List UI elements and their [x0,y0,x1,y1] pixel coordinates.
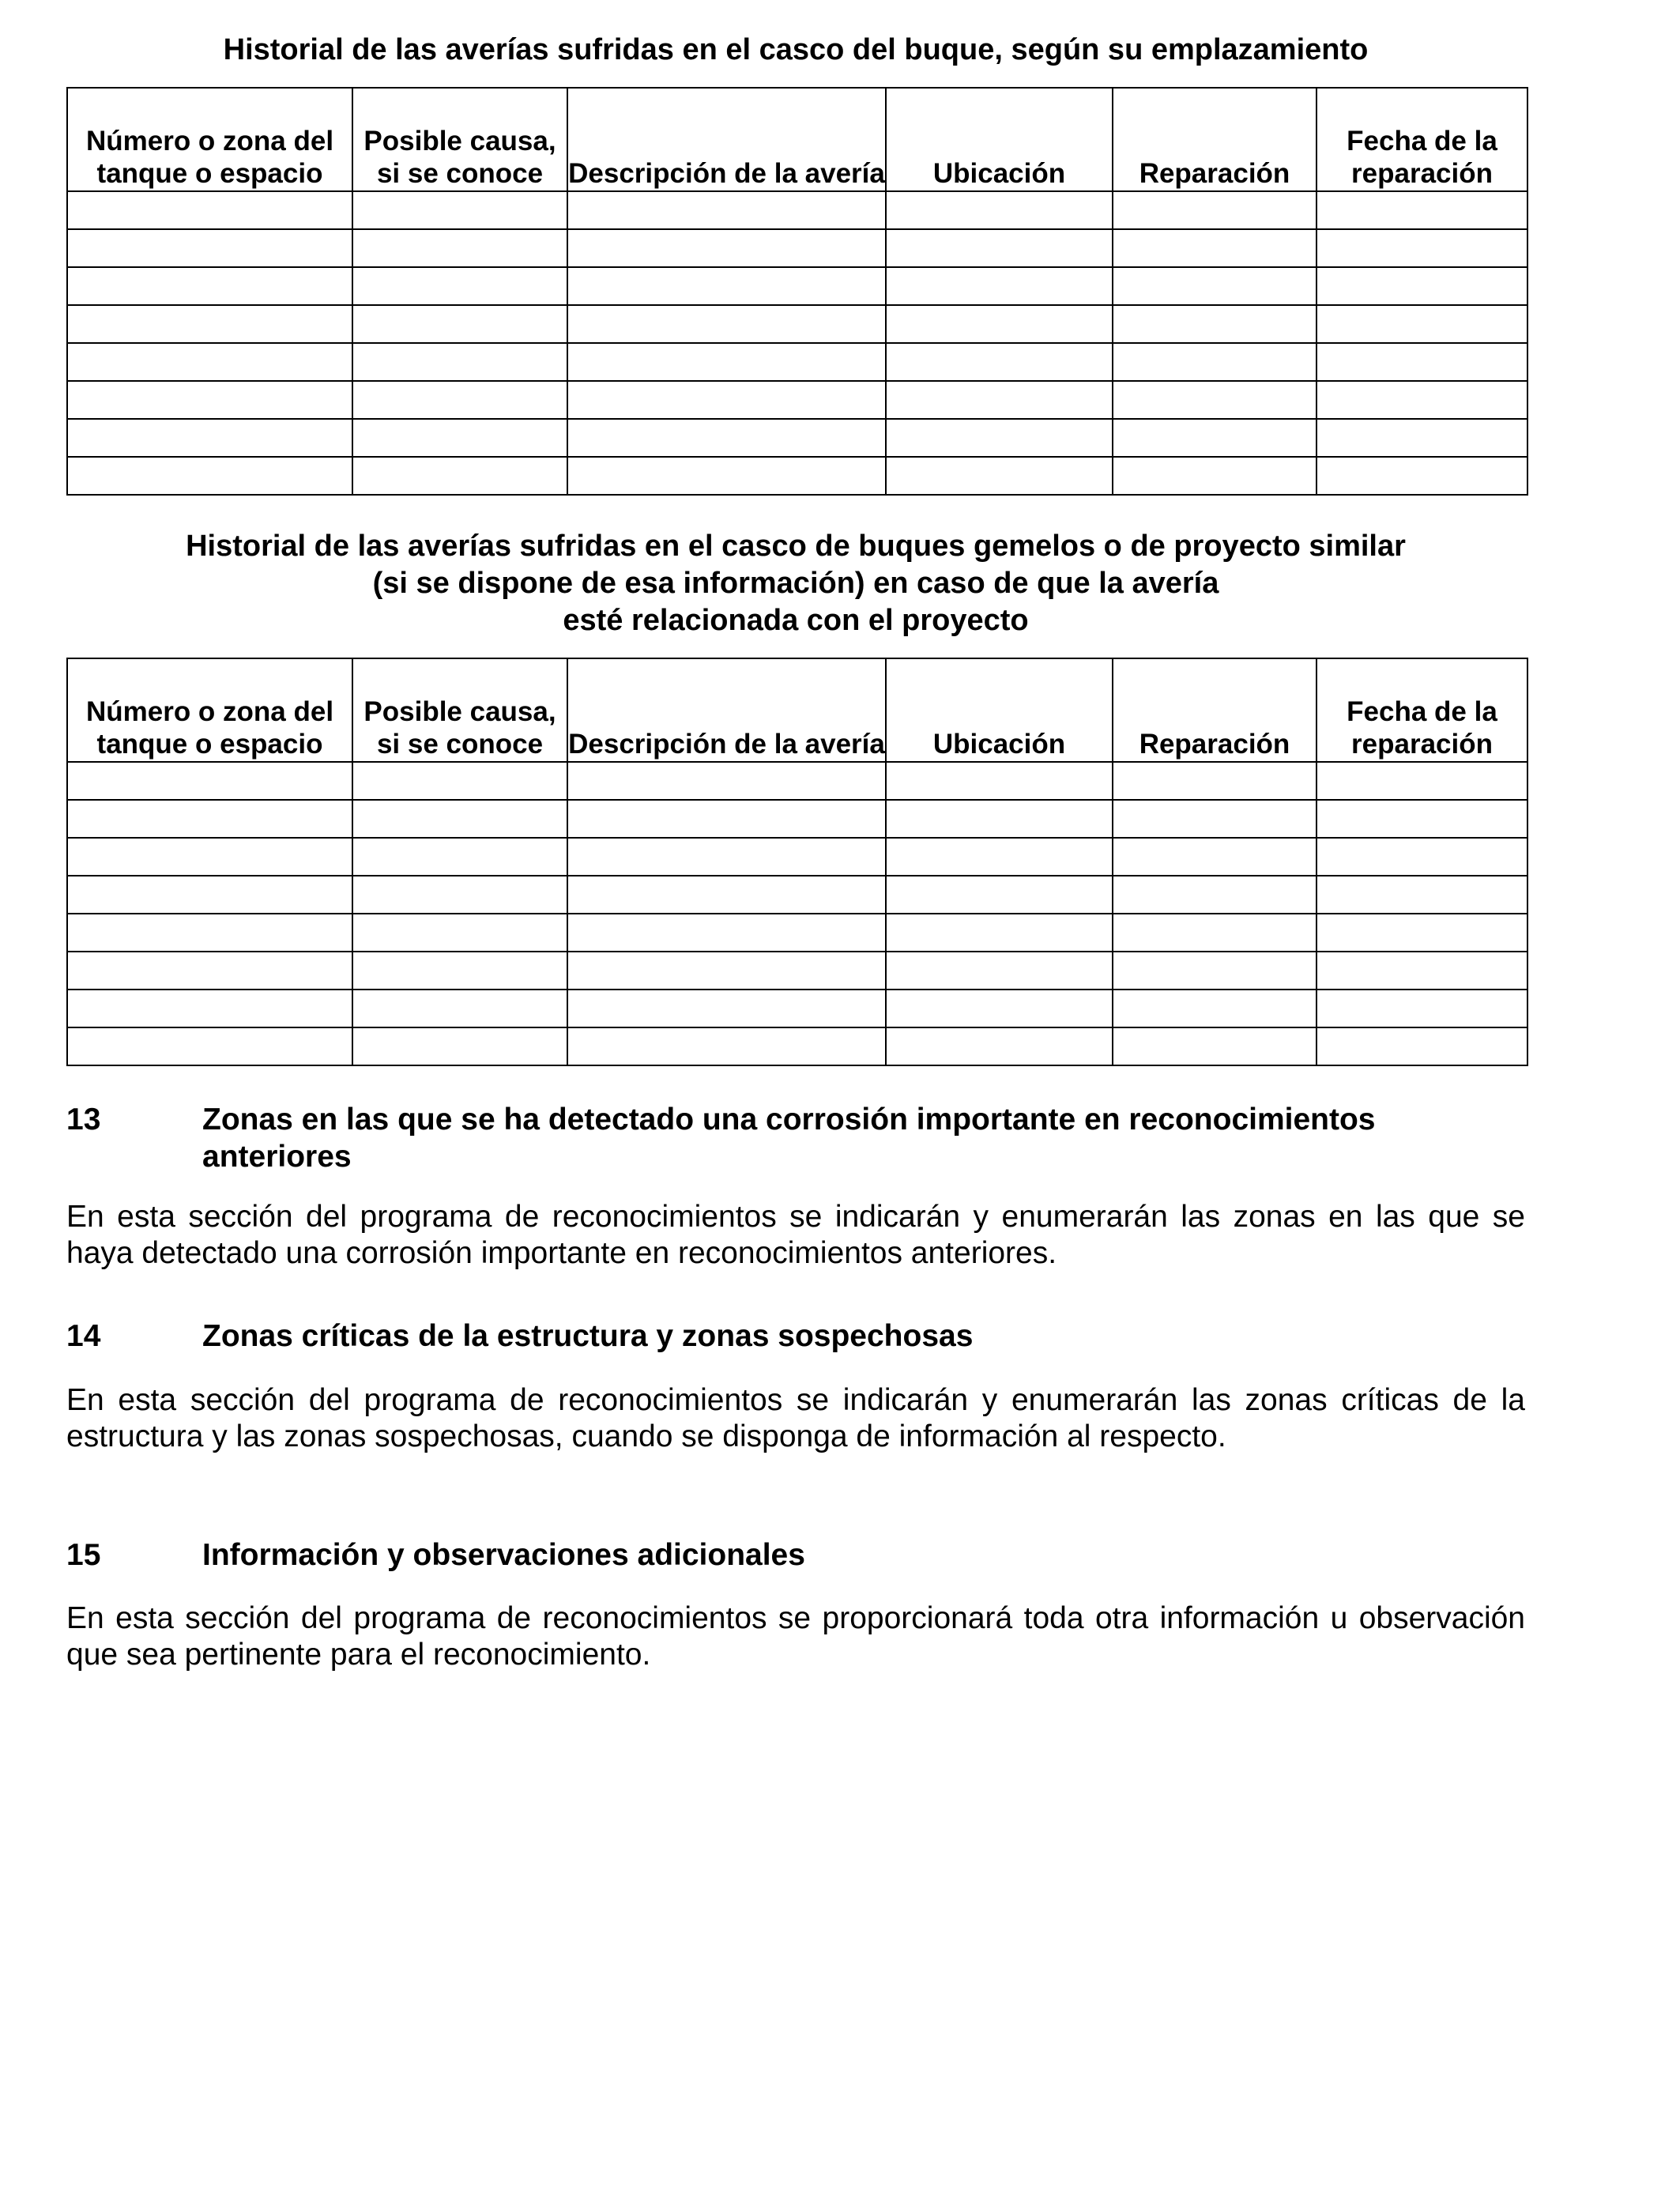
table-cell[interactable] [67,343,352,381]
section-number: 15 [66,1538,101,1572]
table-cell[interactable] [886,343,1113,381]
table-cell[interactable] [567,838,886,876]
table-cell[interactable] [352,457,567,495]
table-cell[interactable] [1317,800,1527,838]
table-row [67,191,1527,229]
table-cell[interactable] [352,876,567,914]
table-cell[interactable] [1113,952,1317,990]
section-title: Zonas críticas de la estructura y zonas sospechosas [202,1319,974,1353]
table-row [67,990,1527,1027]
table-cell[interactable] [1113,229,1317,267]
col-header-repair: Reparación [1113,658,1317,762]
table-cell[interactable] [67,229,352,267]
table-cell[interactable] [352,305,567,343]
table-row [67,838,1527,876]
table-row [67,419,1527,457]
table-cell[interactable] [67,914,352,952]
table-cell[interactable] [1317,952,1527,990]
col-header-repair-date: Fecha de la reparación [1317,88,1527,191]
table-cell[interactable] [1113,1027,1317,1065]
table-cell[interactable] [1113,267,1317,305]
table-cell[interactable] [67,305,352,343]
col-header-description: Descripción de la avería [567,88,886,191]
table-cell[interactable] [1317,838,1527,876]
table-cell[interactable] [1317,381,1527,419]
col-header-cause: Posible causa, si se conoce [352,658,567,762]
table-cell[interactable] [567,876,886,914]
sister-ship-damage-table [66,658,1528,1066]
col-header-zone: Número o zona del tanque o espacio [67,658,352,762]
table-cell[interactable] [1317,419,1527,457]
table-row [67,762,1527,800]
damage-history-table [66,87,1528,496]
table-cell[interactable] [567,952,886,990]
col-header-location: Ubicación [886,88,1113,191]
table2-title [66,528,1525,639]
table-header-row [67,658,1527,762]
table-row [67,876,1527,914]
section-15-body: En esta sección del programa de reconocimientos se proporcionará toda otra información u observación que sea pertinente para el reconocimiento. [66,1601,1525,1672]
table-cell[interactable] [886,267,1113,305]
col-header-description: Descripción de la avería [567,658,886,762]
table-cell[interactable] [67,267,352,305]
col-header-location: Ubicación [886,658,1113,762]
table-cell[interactable] [1113,838,1317,876]
table-row [67,952,1527,990]
table-cell[interactable] [352,914,567,952]
table-cell[interactable] [886,191,1113,229]
table-row [67,267,1527,305]
table-row [67,229,1527,267]
col-header-cause: Posible causa, si se conoce [352,88,567,191]
table-cell[interactable] [352,267,567,305]
table-cell[interactable] [886,800,1113,838]
table-row [67,914,1527,952]
table-cell[interactable] [567,267,886,305]
table-cell[interactable] [1317,343,1527,381]
table-cell[interactable] [67,381,352,419]
table-cell[interactable] [67,952,352,990]
table-cell[interactable] [352,419,567,457]
table-cell[interactable] [886,876,1113,914]
table-cell[interactable] [567,457,886,495]
table-cell[interactable] [567,305,886,343]
table-cell[interactable] [567,762,886,800]
table-cell[interactable] [352,191,567,229]
table-cell[interactable] [567,800,886,838]
table-cell[interactable] [1113,990,1317,1027]
table-cell[interactable] [886,457,1113,495]
table-cell[interactable] [352,990,567,1027]
table-cell[interactable] [1113,419,1317,457]
table-cell[interactable] [1113,381,1317,419]
table-cell[interactable] [67,800,352,838]
table-body [67,191,1527,495]
table-cell[interactable] [352,800,567,838]
table-cell[interactable] [886,952,1113,990]
col-header-repair: Reparación [1113,88,1317,191]
table-cell[interactable] [567,381,886,419]
table-cell[interactable] [1317,762,1527,800]
table-cell[interactable] [886,305,1113,343]
table-cell[interactable] [1113,800,1317,838]
table2-title-line2: (si se dispone de esa información) en caso de que la avería [372,567,1219,600]
table-cell[interactable] [352,762,567,800]
table-cell[interactable] [67,838,352,876]
table-cell[interactable] [886,1027,1113,1065]
table-cell[interactable] [1113,191,1317,229]
table1-title: Historial de las averías sufridas en el casco del buque, según su emplazamiento [223,33,1369,66]
col-header-zone: Número o zona del tanque o espacio [67,88,352,191]
table-cell[interactable] [886,914,1113,952]
table-cell[interactable] [67,990,352,1027]
table-cell[interactable] [567,1027,886,1065]
table-cell[interactable] [67,1027,352,1065]
table-row [67,1027,1527,1065]
table-cell[interactable] [1317,305,1527,343]
table-cell[interactable] [886,381,1113,419]
table-row [67,343,1527,381]
table-cell[interactable] [352,1027,567,1065]
table-cell[interactable] [886,762,1113,800]
section-title: Información y observaciones adicionales [202,1538,805,1572]
table-cell[interactable] [886,838,1113,876]
col-header-repair-date: Fecha de la reparación [1317,658,1527,762]
table-row [67,457,1527,495]
table-cell[interactable] [1113,457,1317,495]
table-cell[interactable] [1317,914,1527,952]
table-cell[interactable] [1317,229,1527,267]
table-cell[interactable] [352,343,567,381]
section-number: 13 [66,1103,101,1137]
table-header-row [67,88,1527,191]
table-cell[interactable] [567,990,886,1027]
table-cell[interactable] [567,419,886,457]
table-cell[interactable] [1113,762,1317,800]
table-row [67,305,1527,343]
section-title: Zonas en las que se ha detectado una corrosión importante en reconocimientos anteriores [202,1103,1376,1174]
table-cell[interactable] [352,229,567,267]
table-cell[interactable] [567,191,886,229]
table-cell[interactable] [1317,990,1527,1027]
table-cell[interactable] [352,838,567,876]
table-cell[interactable] [1317,876,1527,914]
table-cell[interactable] [567,914,886,952]
table2-title-line3: esté relacionada con el proyecto [563,604,1029,637]
table-cell[interactable] [67,762,352,800]
table-row [67,381,1527,419]
section-14-body: En esta sección del programa de reconocimientos se indicarán y enumerarán las zonas críticas de la estructura y las zonas sospechosas, cuando se disponga de información al respecto. [66,1383,1525,1453]
table-cell[interactable] [1113,305,1317,343]
table-cell[interactable] [886,229,1113,267]
table-cell[interactable] [567,343,886,381]
table-body [67,762,1527,1065]
table-cell[interactable] [67,876,352,914]
table-cell[interactable] [1317,1027,1527,1065]
table-cell[interactable] [1317,267,1527,305]
section-number: 14 [66,1319,101,1353]
table2-title-line1: Historial de las averías sufridas en el casco de buques gemelos o de proyecto similar [186,530,1406,563]
table-cell[interactable] [352,952,567,990]
table-cell[interactable] [567,229,886,267]
table-cell[interactable] [1113,343,1317,381]
table-cell[interactable] [1317,457,1527,495]
table-cell[interactable] [67,457,352,495]
table-row [67,800,1527,838]
table-cell[interactable] [67,191,352,229]
table-cell[interactable] [1113,876,1317,914]
table-cell[interactable] [67,419,352,457]
table-cell[interactable] [1113,914,1317,952]
table-cell[interactable] [1317,191,1527,229]
table-cell[interactable] [352,381,567,419]
section-13-body: En esta sección del programa de reconocimientos se indicarán y enumerarán las zonas en las que se haya detectado una corrosión importante en reconocimientos anteriores. [66,1200,1525,1270]
table-cell[interactable] [886,990,1113,1027]
table-cell[interactable] [886,419,1113,457]
section-15-heading [66,1536,1525,1574]
section-13-heading [66,1101,1525,1175]
section-14-heading [66,1318,1525,1355]
